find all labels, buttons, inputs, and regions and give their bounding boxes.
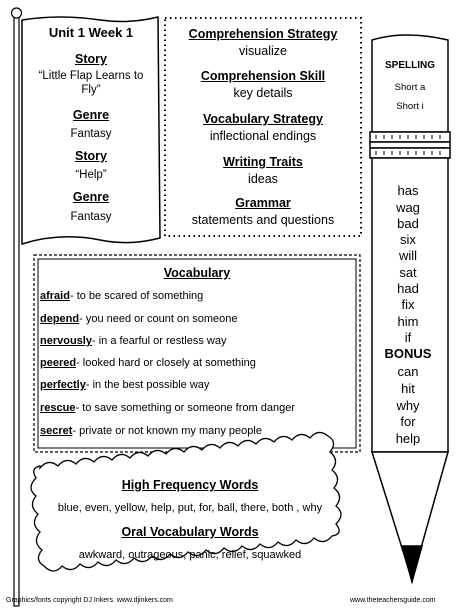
vocab-item-perfectly xyxy=(40,379,209,391)
vocab-def: you need or count on someone xyxy=(82,313,238,325)
vocab-sep: - xyxy=(75,402,80,414)
vocab-word: perfectly xyxy=(40,379,86,391)
spelling-word: bad xyxy=(397,216,419,231)
vocab-word: rescue xyxy=(40,402,76,414)
spelling-pattern-i: Short i xyxy=(396,101,424,112)
flag-story-heading: Story xyxy=(75,52,107,66)
vocab-def: to be scared of something xyxy=(73,290,204,302)
oral-vocabulary-title: Oral Vocabulary Words xyxy=(121,525,259,539)
spelling-word: wag xyxy=(396,200,420,215)
spelling-pattern-a: Short a xyxy=(394,82,426,93)
vocab-word: depend xyxy=(40,313,80,325)
spelling-title: SPELLING xyxy=(384,60,435,71)
vocab-def: looked hard or closely at something xyxy=(79,357,256,369)
spelling-bonus-word: can xyxy=(397,364,419,379)
vocab-sep: - xyxy=(85,379,90,391)
vocab-item-afraid xyxy=(40,290,203,302)
spelling-word: if xyxy=(404,330,412,345)
flag-story2-text: “Help” xyxy=(75,169,107,181)
comprehension-strategy-text: visualize xyxy=(239,44,287,58)
grammar-heading: Grammar xyxy=(235,196,291,210)
spelling-word: has xyxy=(397,183,419,198)
oral-vocabulary-words: awkward, outrageous, panic, relief, squawked xyxy=(78,549,302,561)
spelling-word: him xyxy=(397,314,419,329)
footer-copyright: Graphics/fonts copyright DJ Inkers. www.djinkers.com xyxy=(6,597,173,604)
vocab-item-nervously xyxy=(40,335,226,347)
grammar-text: statements and questions xyxy=(191,213,335,227)
vocab-item-peered xyxy=(40,357,256,369)
spelling-word: will xyxy=(398,248,418,263)
vocabulary-strategy-heading: Vocabulary Strategy xyxy=(203,112,323,126)
high-frequency-title: High Frequency Words xyxy=(121,478,259,492)
spelling-word: had xyxy=(397,281,419,296)
spelling-word: fix xyxy=(401,297,415,312)
vocabulary-box-outer xyxy=(34,255,360,452)
vocab-item-depend xyxy=(40,313,238,325)
comprehension-skill-heading: Comprehension Skill xyxy=(200,69,326,83)
vocab-word: peered xyxy=(40,357,77,369)
writing-traits-heading: Writing Traits xyxy=(223,155,303,169)
vocab-word: secret xyxy=(40,425,73,437)
vocab-item-rescue xyxy=(40,402,295,414)
flag-genre2-text: Fantasy xyxy=(70,211,112,223)
vocab-word: nervously xyxy=(40,335,92,347)
vocab-sep: - xyxy=(79,313,83,325)
spelling-bonus-word: hit xyxy=(401,381,415,396)
flag-genre-text: Fantasy xyxy=(70,128,112,140)
vocabulary-strategy-text: inflectional endings xyxy=(209,129,317,143)
flag-story-text: “Little Flap Learns to Fly” xyxy=(38,70,144,96)
spelling-bonus-word: help xyxy=(395,431,421,446)
flag-genre-heading: Genre xyxy=(72,108,110,122)
vocab-def: in a fearful or restless way xyxy=(95,335,227,347)
flag-pole xyxy=(12,8,22,606)
flag-title: Unit 1 Week 1 xyxy=(48,25,134,40)
comprehension-skill-text: key details xyxy=(233,86,293,100)
vocab-sep: - xyxy=(91,335,96,347)
footer-site: www.theteachersguide.com xyxy=(350,597,436,604)
vocab-sep: - xyxy=(76,357,80,369)
vocab-def: private or not known my many people xyxy=(76,425,262,437)
spelling-word: six xyxy=(400,232,416,247)
comprehension-strategy-heading: Comprehension Strategy xyxy=(188,27,338,41)
vocab-word: afraid xyxy=(40,290,70,302)
vocabulary-box-inner xyxy=(38,259,356,448)
vocabulary-title: Vocabulary xyxy=(163,266,231,280)
vocab-def: to save something or someone from danger xyxy=(79,402,295,414)
vocab-def: in the best possible way xyxy=(89,379,210,391)
flag-genre2-heading: Genre xyxy=(72,190,110,204)
spelling-word: sat xyxy=(399,265,417,280)
vocab-sep: - xyxy=(72,425,77,437)
spelling-bonus-word: why xyxy=(396,398,420,413)
spelling-bonus-title: BONUS xyxy=(384,346,432,361)
vocab-item-secret xyxy=(40,425,262,437)
flag-story2-heading: Story xyxy=(75,149,107,163)
high-frequency-words: blue, even, yellow, help, put, for, ball, there, both , why xyxy=(57,502,323,514)
spelling-bonus-word: for xyxy=(400,414,416,429)
writing-traits-text: ideas xyxy=(248,172,278,186)
vocab-sep: - xyxy=(69,290,74,302)
